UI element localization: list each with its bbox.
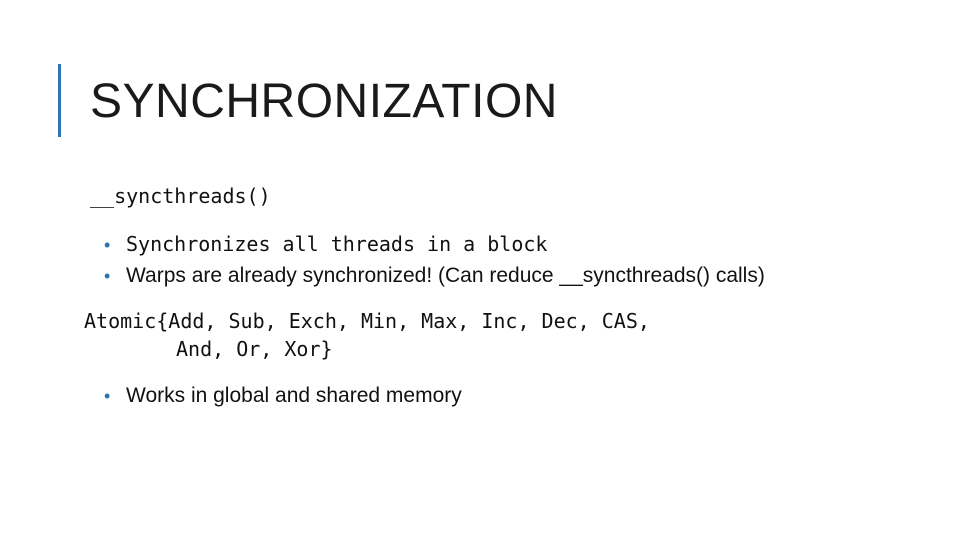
code-syncthreads: __syncthreads() <box>90 184 271 208</box>
code-atomic-line2: And, Or, Xor} <box>176 337 333 361</box>
bullet-text: Synchronizes all threads in a block <box>126 232 548 256</box>
bullet-icon: • <box>104 266 111 286</box>
bullet-icon: • <box>104 235 111 255</box>
bullet-text: Warps are already synchronized! (Can reduce __syncthreads() calls) <box>126 264 765 287</box>
bullet-icon: • <box>104 386 111 406</box>
list-item <box>88 245 765 307</box>
bullet-text: Works in global and shared memory <box>126 384 462 407</box>
title-accent-bar <box>58 64 61 137</box>
list-item <box>88 365 462 427</box>
slide-title: SYNCHRONIZATION <box>90 75 558 128</box>
code-atomic-line1: Atomic{Add, Sub, Exch, Min, Max, Inc, Dec, CAS, <box>84 309 650 333</box>
